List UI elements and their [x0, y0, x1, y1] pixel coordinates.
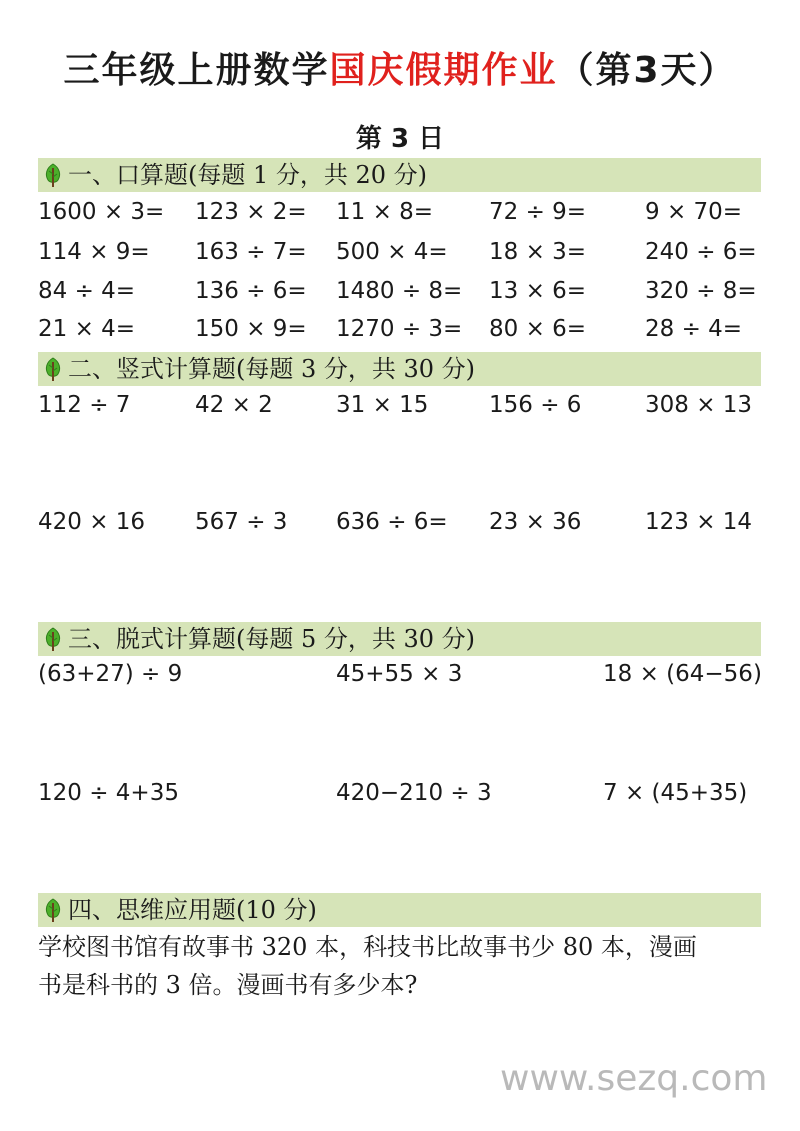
oral-math-item: 320 ÷ 8=	[645, 278, 757, 304]
vertical-calc-item: 308 × 13	[645, 392, 753, 418]
oral-math-item: 84 ÷ 4=	[38, 278, 136, 304]
tree-icon	[42, 626, 64, 652]
stepwise-calc-item: (63+27) ÷ 9	[38, 661, 183, 687]
oral-math-item: 28 ÷ 4=	[645, 316, 743, 342]
section-header-4	[38, 893, 761, 927]
oral-math-item: 123 × 2=	[195, 199, 307, 225]
tree-icon	[42, 162, 64, 188]
stepwise-calc-item: 45+55 × 3	[336, 661, 463, 687]
oral-math-item: 80 × 6=	[489, 316, 587, 342]
oral-math-item: 13 × 6=	[489, 278, 587, 304]
oral-math-item: 114 × 9=	[38, 239, 150, 265]
section-header-2	[38, 352, 761, 386]
page-title	[0, 42, 800, 93]
day-subtitle: 第 3 日	[355, 124, 445, 154]
word-problem-line-1: 学校图书馆有故事书 320 本，科技书比故事书少 80 本，漫画	[38, 933, 697, 961]
stepwise-calc-item: 18 × (64−56)	[603, 661, 762, 687]
title-main: 三年级上册数学	[63, 50, 330, 91]
oral-math-item: 1270 ÷ 3=	[336, 316, 463, 342]
stepwise-calc-item: 420−210 ÷ 3	[336, 780, 492, 806]
oral-math-item: 136 ÷ 6=	[195, 278, 307, 304]
vertical-calc-item: 112 ÷ 7	[38, 392, 131, 418]
vertical-calc-item: 156 ÷ 6	[489, 392, 582, 418]
vertical-calc-item: 42 × 2	[195, 392, 273, 418]
vertical-calc-item: 420 × 16	[38, 509, 146, 535]
oral-math-item: 18 × 3=	[489, 239, 587, 265]
title-day: （第3天）	[557, 50, 737, 91]
oral-math-item: 163 ÷ 7=	[195, 239, 307, 265]
section-title: 二、竖式计算题(每题 3 分，共 30 分)	[68, 355, 476, 383]
stepwise-calc-item: 7 × (45+35)	[603, 780, 748, 806]
vertical-calc-item: 31 × 15	[336, 392, 429, 418]
vertical-calc-item: 123 × 14	[645, 509, 753, 535]
oral-math-item: 1480 ÷ 8=	[336, 278, 463, 304]
oral-math-item: 240 ÷ 6=	[645, 239, 757, 265]
tree-icon	[42, 356, 64, 382]
vertical-calc-item: 636 ÷ 6=	[336, 509, 448, 535]
section-title: 一、口算题(每题 1 分，共 20 分)	[68, 161, 428, 189]
title-highlight: 国庆假期作业	[329, 50, 558, 91]
watermark: www.sezq.com	[500, 1058, 768, 1099]
oral-math-item: 72 ÷ 9=	[489, 199, 587, 225]
oral-math-item: 11 × 8=	[336, 199, 434, 225]
section-title: 四、思维应用题(10 分)	[68, 896, 317, 924]
section-header-3	[38, 622, 761, 656]
stepwise-calc-item: 120 ÷ 4+35	[38, 780, 179, 806]
oral-math-item: 1600 × 3=	[38, 199, 165, 225]
oral-math-item: 21 × 4=	[38, 316, 136, 342]
oral-math-item: 9 × 70=	[645, 199, 743, 225]
oral-math-item: 150 × 9=	[195, 316, 307, 342]
section-title: 三、脱式计算题(每题 5 分，共 30 分)	[68, 625, 476, 653]
section-header-1	[38, 158, 761, 192]
oral-math-item: 500 × 4=	[336, 239, 448, 265]
word-problem	[38, 928, 768, 1004]
vertical-calc-item: 23 × 36	[489, 509, 582, 535]
vertical-calc-item: 567 ÷ 3	[195, 509, 288, 535]
tree-icon	[42, 897, 64, 923]
word-problem-line-2: 书是科书的 3 倍。漫画书有多少本?	[38, 971, 418, 999]
